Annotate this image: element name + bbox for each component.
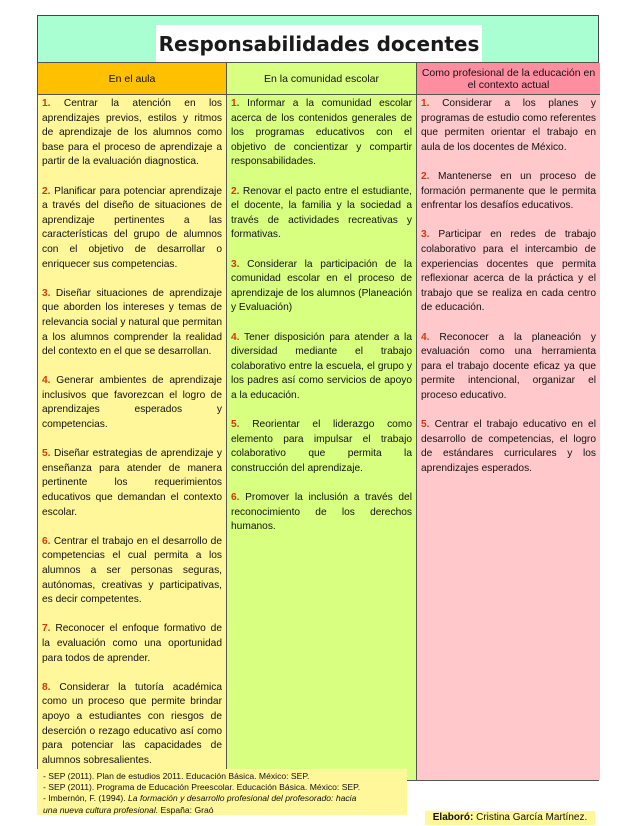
responsibility-item <box>231 418 412 476</box>
item-number: 6. <box>42 535 51 547</box>
item-text: Considerar la tutoría académica como un proceso que permite brindar apoyo a estudiantes con riesgos de deserción o rezago educativo así como para potenciar las capacidades de alumnos sobresalientes. <box>42 681 222 766</box>
title-box <box>156 25 482 63</box>
item-text: Informar a la comunidad escolar acerca de los contenidos generales de los programas educativos con el objetivo de concientizar y compartir responsabilidades. <box>231 98 412 168</box>
responsibility-item <box>42 185 222 273</box>
item-text: Tener disposición para atender a la diversidad mediante el trabajo colaborativo entre la escuela, el grupo y los padres así como servicios de apoyo a la educación. <box>231 331 412 401</box>
page-title: Responsabilidades docentes <box>158 32 480 56</box>
item-text: Planificar para potenciar aprendizaje a través del diseño de situaciones de aprendizaje pertinentes a las características del grupo de alumnos con el objetivo de desarrollar o enriquecer sus competencias. <box>42 185 222 270</box>
author-label: Elaboró: <box>432 812 474 823</box>
responsibility-item <box>42 447 222 520</box>
document-sheet <box>37 15 599 823</box>
item-number: 3. <box>42 287 51 299</box>
item-number: 4. <box>231 331 240 343</box>
item-number: 7. <box>42 623 51 635</box>
item-number: 1. <box>231 98 240 109</box>
item-number: 5. <box>421 419 430 431</box>
item-number: 5. <box>42 448 51 460</box>
responsibility-item <box>42 97 222 170</box>
item-list <box>417 95 600 476</box>
item-text: Considerar la participación de la comunidad escolar en el proceso de aprendizaje de los alumnos (Planeación y Evaluación) <box>231 258 412 314</box>
reference-line <box>43 805 401 816</box>
author-name: Cristina García Martínez. <box>473 812 588 823</box>
item-text: Reconocer el enfoque formativo de la evaluación como una oportunidad para todos de aprender. <box>42 623 222 664</box>
responsibility-item <box>421 418 596 476</box>
item-text: Reconocer a la planeación y evaluación como una herramienta para el trabajo docente eficaz ya que permite intencional, organizar el proceso educativo. <box>421 331 596 401</box>
item-number: 1. <box>42 98 51 109</box>
item-text: Promover la inclusión a través del reconocimiento de los derechos humanos. <box>231 492 412 533</box>
item-list <box>38 95 226 768</box>
responsibility-item <box>42 622 222 666</box>
responsibility-item <box>42 374 222 432</box>
item-text: Mantenerse en un proceso de formación permanente que le permita enfrentar los desafíos educativos. <box>421 170 596 212</box>
responsibility-item <box>421 331 596 404</box>
item-text: Diseñar situaciones de aprendizaje que aborden los intereses y temas de relevancia social y natural que permitan a los alumnos comprender la realidad del contexto en el que se desarrollan. <box>42 287 222 358</box>
column-profesional <box>417 63 600 780</box>
item-text: Diseñar estrategias de aprendizaje y enseñanza para atender de manera pertinente los requerimientos educativos que demandan el contexto escolar. <box>42 448 222 518</box>
item-list <box>227 95 416 535</box>
responsibility-item <box>231 491 412 535</box>
item-text: Participar en redes de trabajo colaborativo para el intercambio de experiencias docentes que permita reflexionar acerca de la práctica y el trabajo que se realiza en cada centro de educación. <box>421 229 596 314</box>
reference-text: - Imbernón, F. (1994). <box>43 793 129 804</box>
responsibility-item <box>231 185 412 243</box>
column-header: En la comunidad escolar <box>227 63 416 95</box>
responsibility-item <box>421 170 596 214</box>
item-text: Reorientar el liderazgo como elemento para impulsar el trabajo colaborativo que permita la construcción del aprendizaje. <box>231 419 412 474</box>
item-text: Centrar la atención en los aprendizajes previos, estilos y ritmos de aprendizaje de los alumnos como base para el proceso de aprendizaje a partir de la evaluación diagnostica. <box>42 98 222 168</box>
item-number: 5. <box>231 419 240 431</box>
responsibility-item <box>42 535 222 608</box>
responsibility-item <box>231 331 412 404</box>
column-header: Como profesional de la educación en el contexto actual <box>417 63 600 95</box>
reference-line <box>43 793 401 804</box>
item-number: 4. <box>42 375 51 387</box>
item-number: 2. <box>231 185 240 197</box>
responsibility-item <box>231 258 412 316</box>
item-number: 3. <box>421 229 430 241</box>
author-credit <box>425 811 595 825</box>
item-number: 2. <box>42 185 51 197</box>
title-band <box>37 15 599 63</box>
responsibility-item <box>421 97 596 155</box>
item-number: 4. <box>421 331 430 343</box>
reference-text: España: Graó <box>158 804 214 815</box>
column-en-el-aula <box>38 63 227 780</box>
item-text: Renovar el pacto entre el estudiante, el docente, la familia y la sociedad a través de actividades recreativas y formativas. <box>231 185 412 241</box>
responsibilities-table <box>37 62 599 781</box>
item-number: 3. <box>231 258 240 270</box>
responsibility-item <box>42 287 222 360</box>
column-header: En el aula <box>38 63 226 95</box>
references-box <box>37 769 407 815</box>
item-text: Centrar el trabajo en el desarrollo de competencias el cual permita a los alumnos a ser personas seguras, autónomas, creativas y participativas, es decir competentes. <box>42 535 222 606</box>
responsibility-item <box>421 228 596 316</box>
reference-line: - SEP (2011). Plan de estudios 2011. Educación Básica. México: SEP. <box>43 771 310 781</box>
reference-title: una nueva cultura profesional. <box>43 804 159 815</box>
item-number: 1. <box>421 98 430 109</box>
item-text: Centrar el trabajo educativo en el desarrollo de competencias, el logro de estándares curriculares y los aprendizajes esperados. <box>421 419 596 474</box>
item-number: 8. <box>42 681 51 693</box>
responsibility-item <box>42 681 222 769</box>
reference-line: - SEP (2011). Programa de Educación Preescolar. Educación Básica. México: SEP. <box>43 782 361 793</box>
item-number: 2. <box>421 170 430 182</box>
column-comunidad-escolar <box>227 63 417 780</box>
item-number: 6. <box>231 492 240 504</box>
item-text: Generar ambientes de aprendizaje inclusivos que favorezcan el logro de aprendizajes esperados y competencias. <box>42 375 222 431</box>
item-text: Considerar a los planes y programas de estudio como referentes que permiten orientar el trabajo en aula de los docentes de México. <box>421 98 596 153</box>
reference-title: La formación y desarrollo profesional del profesorado: hacia <box>128 793 357 804</box>
responsibility-item <box>231 97 412 170</box>
